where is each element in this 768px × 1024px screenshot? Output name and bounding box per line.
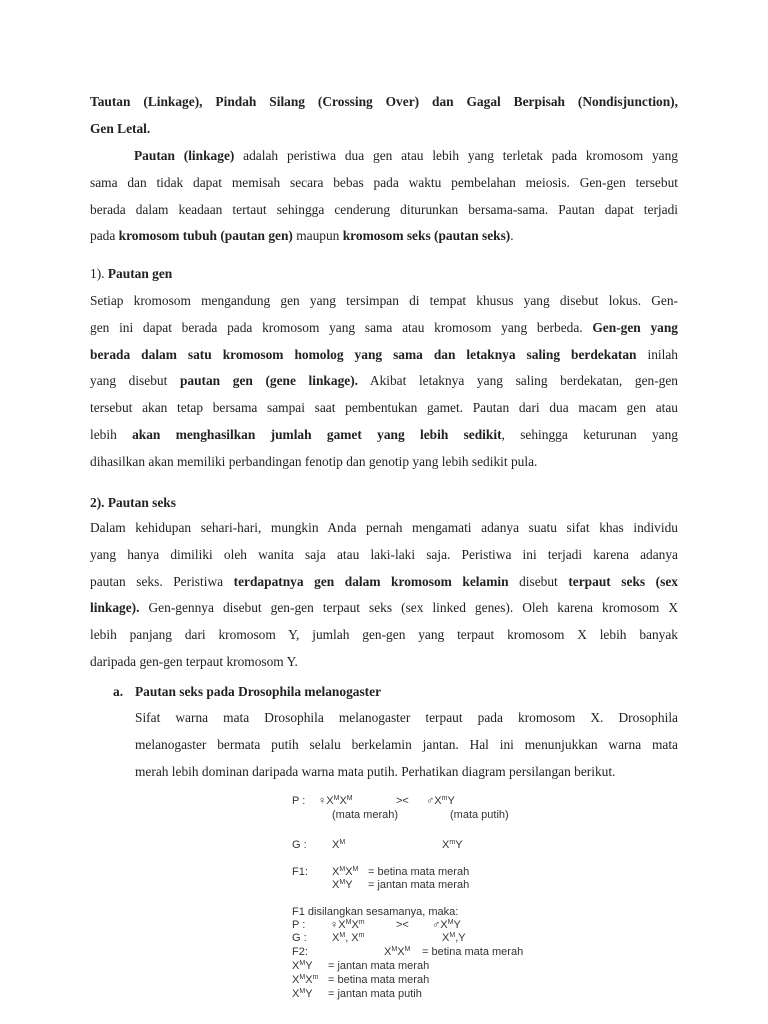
male-symbol-icon: $♂X^mY$ <box>426 795 455 807</box>
heading-line-2: Gen Letal. <box>90 120 151 136</box>
heading-line-1: Tautan (Linkage), Pindah Silang (Crossing Over) dan Gagal Berpisah (Nondisjunction), <box>90 94 678 109</box>
section-2-paragraph: Dalam kehidupan sehari-hari, mungkin Anda pernah mengamati adanya suatu sifat khas individu yang hanya dimiliki oleh wanita saja atau laki-laki saja. Peristiwa ini terjadi karena adanya pautan seks. Peristiwa terdapatnya gen dalam kromosom kelamin disebut terpaut seks (sex linkage). Gen-gennya disebut gen-gen terpaut seks (sex linked genes). Oleh karena kromosom X lebih panjang dari kromosom Y, jumlah gen-gen yang terpaut kromosom X lebih banyak daripada gen-gen terpaut kromosom Y. <box>90 520 678 669</box>
female-symbol-icon: $♀X^MX^M$ <box>318 795 353 807</box>
intro-paragraph: Pautan (linkage) adalah peristiwa dua gen atau lebih yang terletak pada kromosom yang sama dan tidak dapat memisah secara bebas pada waktu pembelahan meiosis. Gen-gen tersebut berada dalam keadaan tertaut sehingga cenderung diturunkan bersama-sama. Pautan dapat terjadi pada kromosom tubuh (pautan gen) maupun kromosom seks (pautan seks). <box>90 148 679 244</box>
cross-diagram: P : $♀X^MX^M$ >< $♂X^mY$ (mata merah) (mata putih) G : $X^M$ $X^mY$ F1: $X^MX^M$ = betina mata merah $X^MY$ = jantan mata merah F1 disilangkan sesamanya, maka: P : $♀X^MX^m$ >< $♂X^MY$ G : $X^M$, $X^m$ $X^M,Y$ F2: $X^MX^M$ = betina mata merah $X^MY$ = jantan mata merah $X^MX^m$ = betina mata merah $X^MY$ = jantan mata putih <box>292 795 524 1000</box>
section-1-paragraph: Setiap kromosom mengandung gen yang tersimpan di tempat khusus yang disebut lokus. Gen- gen ini dapat berada pada kromosom yang sama atau kromosom yang berbeda. Gen-gen yang berada dalam satu kromosom homolog yang sama dan letaknya saling berdekatan inilah yang disebut pautan gen (gene linkage). Akibat letaknya yang saling berdekatan, gen-gen tersebut akan tetap bersama sampai saat pembentukan gamet. Pautan dari dua macam gen atau lebih akan menghasilkan jumlah gamet yang lebih sedikit, sehingga keturunan yang dihasilkan akan memiliki perbandingan fenotip dan genotip yang lebih sedikit pula. <box>90 293 679 469</box>
subsection-a-heading: a. Pautan seks pada Drosophila melanogaster <box>113 684 382 699</box>
section-2-heading: 2). Pautan seks <box>90 495 176 510</box>
document-heading <box>90 89 678 143</box>
section-1-heading: 1). Pautan gen <box>90 266 173 281</box>
subsection-a-paragraph: Sifat warna mata Drosophila melanogaster terpaut pada kromosom X. Drosophila melanogaster bermata putih selalu berkelamin jantan. Hal ini menunjukkan warna mata merah lebih dominan daripada warna mata putih. Perhatikan diagram persilangan berikut. <box>135 710 678 779</box>
